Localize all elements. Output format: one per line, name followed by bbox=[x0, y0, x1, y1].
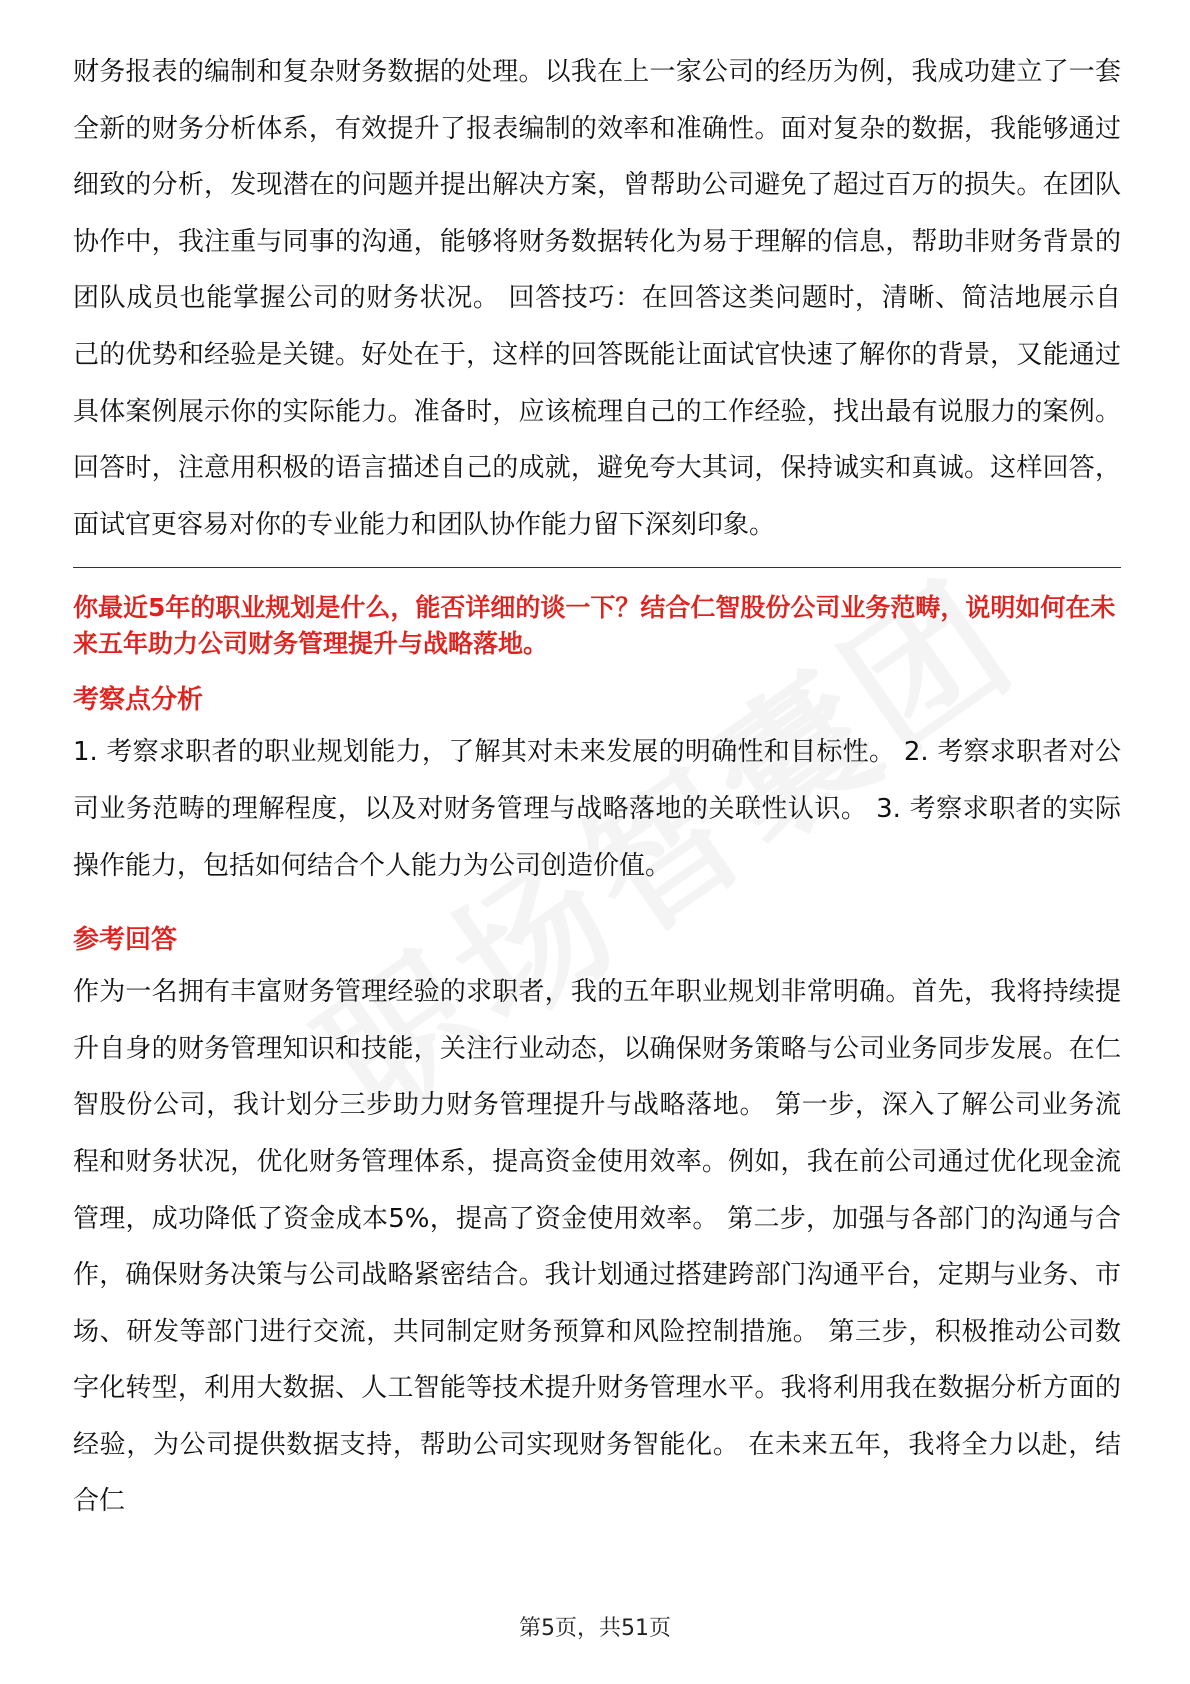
analysis-heading: 考察点分析 bbox=[73, 685, 204, 716]
page-number-footer: 第5页，共51页 bbox=[519, 1616, 671, 1641]
analysis-body: 1. 考察求职者的职业规划能力，了解其对未来发展的明确性和目标性。 2. 考察求职者对公司业务范畴的理解程度，以及对财务管理与战略落地的关联性认识。 3. 考察求职者的实际操作能力，包括如何结合个人能力为公司创造价值。 bbox=[73, 737, 1121, 881]
reference-body: 作为一名拥有丰富财务管理经验的求职者，我的五年职业规划非常明确。首先，我将持续提升自身的财务管理知识和技能，关注行业动态，以确保财务策略与公司业务同步发展。在仁智股份公司，我计划分三步助力财务管理提升与战略落地。 第一步，深入了解公司业务流程和财务状况，优化财务管理体系，提高资金使用效率。例如，我在前公司通过优化现金流管理，成功降低了资金成本5%，提高了资金使用效率。 第二步，加强与各部门的沟通与合作，确保财务决策与公司战略紧密结合。我计划通过搭建跨部门沟通平台，定期与业务、市场、研发等部门进行交流，共同制定财务预算和风险控制措施。 第三步，积极推动公司数字化转型，利用大数据、人工智能等技术提升财务管理水平。我将利用我在数据分析方面的经验，为公司提供数据支持，帮助公司实现财务智能化。 在未来五年，我将全力以赴，结合仁 bbox=[73, 977, 1121, 1517]
intro-paragraph: 财务报表的编制和复杂财务数据的处理。以我在上一家公司的经历为例，我成功建立了一套全新的财务分析体系，有效提升了报表编制的效率和准确性。面对复杂的数据，我能够通过细致的分析，发现潜在的问题并提出解决方案，曾帮助公司避免了超过百万的损失。在团队协作中，我注重与同事的沟通，能够将财务数据转化为易于理解的信息，帮助非财务背景的团队成员也能掌握公司的财务状况。 回答技巧：在回答这类问题时，清晰、简洁地展示自己的优势和经验是关键。好处在于，这样的回答既能让面试官快速了解你的背景，又能通过具体案例展示你的实际能力。准备时，应该梳理自己的工作经验，找出最有说服力的案例。回答时，注意用积极的语言描述自己的成就，避免夸大其词，保持诚实和真诚。这样回答，面试官更容易对你的专业能力和团队协作能力留下深刻印象。 bbox=[73, 57, 1121, 540]
reference-heading: 参考回答 bbox=[73, 925, 178, 956]
page-content bbox=[73, 44, 1121, 1530]
interview-question: 你最近5年的职业规划是什么，能否详细的谈一下？结合仁智股份公司业务范畴，说明如何在未来五年助力公司财务管理提升与战略落地。 bbox=[73, 593, 1116, 659]
section-divider bbox=[73, 567, 1121, 568]
